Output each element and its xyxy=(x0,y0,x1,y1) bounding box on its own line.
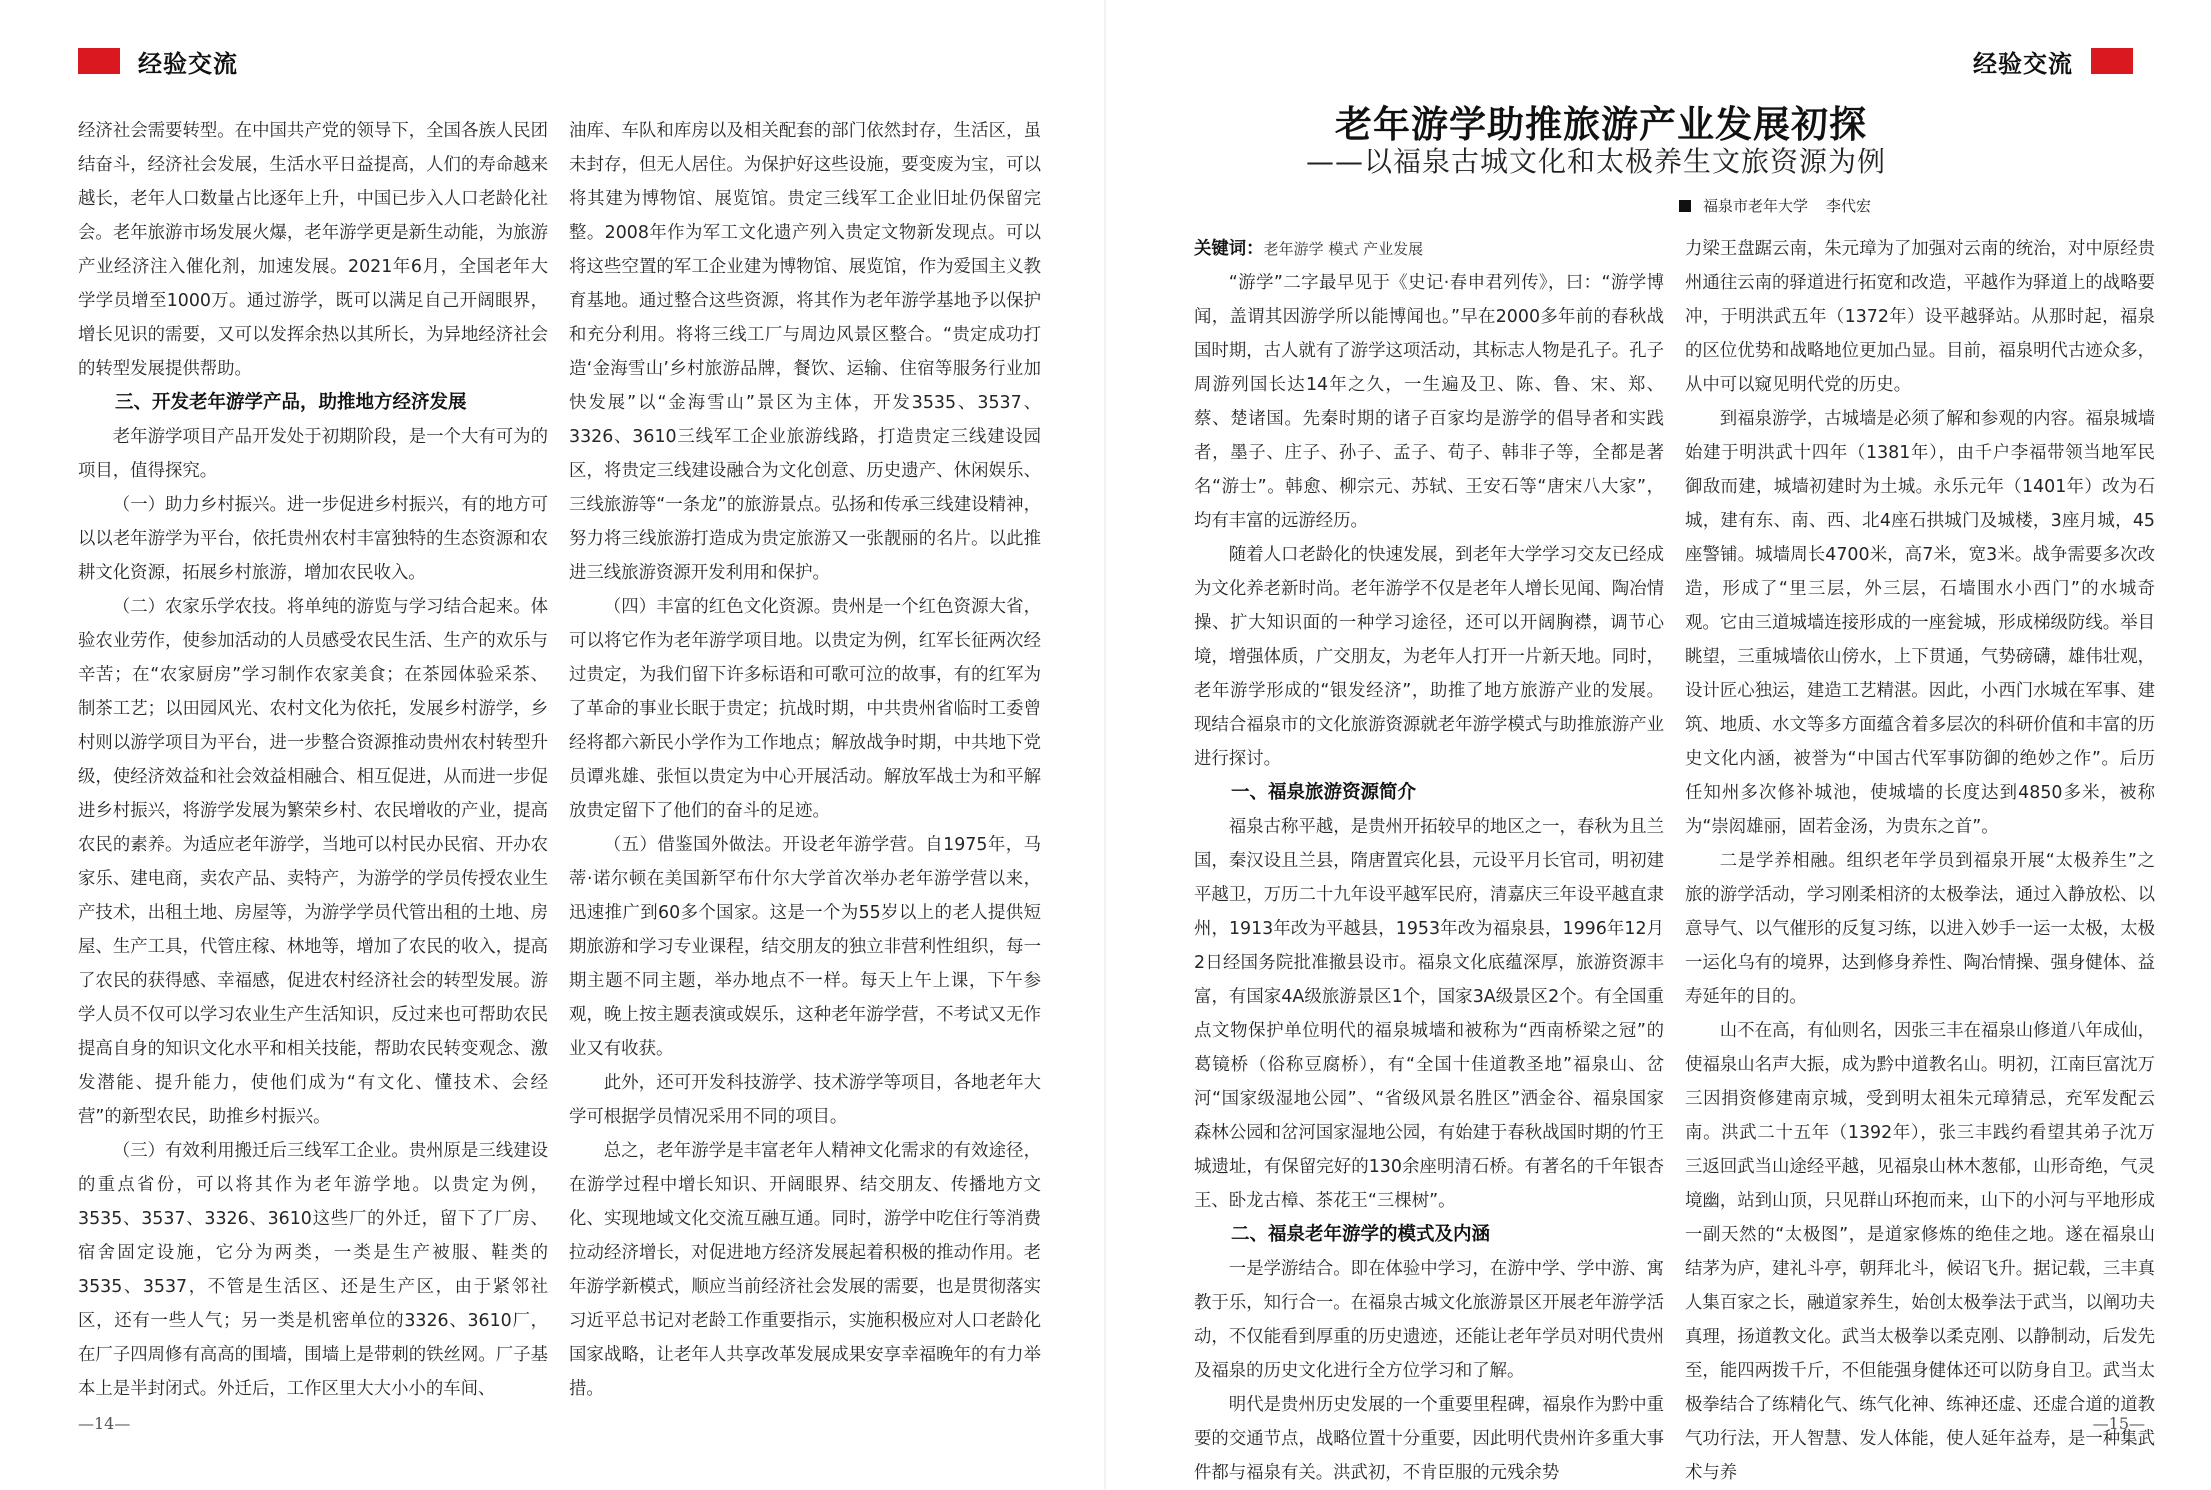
paragraph: 经济社会需要转型。在中国共产党的领导下，全国各族人民团结奋斗，经济社会发展，生活水平日益提高，人们的寿命越来越长，老年人口数量占比逐年上升，中国已步入人口老龄化社会。老年旅游市场发展火爆，老年游学更是新生动能，为旅游产业经济注入催化剂，加速发展。2021年6月，全国老年大学学员增至1000万。通过游学，既可以满足自己开阔眼界，增长见识的需要，又可以发挥余热以其所长，为异地经济社会的转型发展提供帮助。 xyxy=(78,121,548,379)
section-heading: 三、开发老年游学产品，助推地方经济发展 xyxy=(115,392,467,413)
text-column-4 xyxy=(1685,232,2155,1490)
paragraph: 老年游学项目产品开发处于初期阶段，是一个大有可为的项目，值得探究。 xyxy=(78,427,548,481)
paragraph: 一是学游结合。即在体验中学习，在游中学、学中游、寓教于乐，知行合一。在福泉古城文化旅游景区开展老年游学活动，不仅能看到厚重的历史遗迹，还能让老年学员对明代贵州及福泉的历史文化进行全方位学习和了解。 xyxy=(1194,1259,1664,1381)
section-heading: 二、福泉老年游学的模式及内涵 xyxy=(1231,1224,1491,1245)
right-page xyxy=(1106,0,2211,1489)
text-column-2 xyxy=(569,114,1041,1406)
square-bullet-icon xyxy=(1679,200,1691,212)
paragraph: “游学”二字最早见于《史记·春申君列传》，曰：“游学博闻，盖谓其因游学所以能博闻也。”早在2000多年前的春秋战国时期，古人就有了游学这项活动，其标志人物是孔子。孔子周游列国长达14年之久，一生遍及卫、陈、鲁、宋、郑、蔡、楚诸国。先秦时期的诸子百家均是游学的倡导者和实践者，墨子、庄子、孙子、孟子、荀子、韩非子等，全都是著名“游士”。韩愈、柳宗元、苏轼、王安石等“唐宋八大家”，均有丰富的远游经历。 xyxy=(1194,273,1664,531)
paragraph: 总之，老年游学是丰富老年人精神文化需求的有效途径，在游学过程中增长知识、开阔眼界、结交朋友、传播地方文化、实现地域文化交流互融互通。同时，游学中吃住行等消费拉动经济增长，对促进地方经济发展起着积极的推动作用。老年游学新模式，顺应当前经济社会发展的需要，也是贯彻落实习近平总书记对老龄工作重要指示，实施积极应对人口老龄化国家战略，让老年人共享改革发展成果安享幸福晚年的有力举措。 xyxy=(569,1141,1041,1399)
left-page xyxy=(0,0,1105,1489)
keywords-value: 老年游学 模式 产业发展 xyxy=(1263,240,1424,258)
section-heading: 一、福泉旅游资源简介 xyxy=(1231,782,1417,803)
paragraph: （三）有效利用搬迁后三线军工企业。贵州原是三线建设的重点省份，可以将其作为老年游学地。以贵定为例，3535、3537、3326、3610这些厂的外迁，留下了厂房、宿舍固定设施，它分为两类，一类是生产被服、鞋类的3535、3537，不管是生活区、还是生产区，由于紧邻社区，还有一些人气；另一类是机密单位的3326、3610厂，在厂子四周修有高高的围墙，围墙上是带刺的铁丝网。厂子基本上是半封闭式。外迁后，工作区里大大小小的车间、 xyxy=(78,1141,548,1399)
section-tag-left xyxy=(78,46,238,76)
paragraph: 随着人口老龄化的快速发展，到老年大学学习交友已经成为文化养老新时尚。老年游学不仅是老年人增长见闻、陶冶情操、扩大知识面的一种学习途径，还可以开阔胸襟，调节心境，增强体质，广交朋友，为老年人打开一片新天地。同时，老年游学形成的“银发经济”，助推了地方旅游产业的发展。现结合福泉市的文化旅游资源就老年游学模式与助推旅游产业进行探讨。 xyxy=(1194,545,1664,769)
page-number: —15— xyxy=(2092,1414,2145,1433)
paragraph: （二）农家乐学农技。将单纯的游览与学习结合起来。体验农业劳作，使参加活动的人员感受农民生活、生产的欢乐与辛苦；在“农家厨房”学习制作农家美食；在茶园体验采茶、制茶工艺；以田园风光、农村文化为依托，发展乡村游学，乡村则以游学项目为平台，进一步整合资源推动贵州农村转型升级，使经济效益和社会效益相融合、相互促进，从而进一步促进乡村振兴，将游学发展为繁荣乡村、农民增收的产业，提高农民的素养。为适应老年游学，当地可以村民办民宿、开办农家乐、建电商，卖农产品、卖特产，为游学的学员传授农业生产技术，出租土地、房屋等，为游学学员代管出租的土地、房屋、生产工具，代管庄稼、林地等，增加了农民的收入，提高了农民的获得感、幸福感，促进农村经济社会的转型发展。游学人员不仅可以学习农业生产生活知识，反过来也可帮助农民提高自身的知识文化水平和相关技能，帮助农民转变观念、激发潜能、提升能力，使他们成为“有文化、懂技术、会经营”的新型农民，助推乡村振兴。 xyxy=(78,597,548,1127)
paragraph: （四）丰富的红色文化资源。贵州是一个红色资源大省，可以将它作为老年游学项目地。以贵定为例，红军长征两次经过贵定，为我们留下许多标语和可歌可泣的故事，有的红军为了革命的事业长眠于贵定；抗战时期，中共贵州省临时工委曾经将都六新民小学作为工作地点；解放战争时期，中共地下党员谭兆雄、张恒以贵定为中心开展活动。解放军战士为和平解放贵定留下了他们的奋斗的足迹。 xyxy=(569,597,1041,821)
red-marker-bar xyxy=(78,48,120,74)
paragraph: （五）借鉴国外做法。开设老年游学营。自1975年，马蒂·诺尔顿在美国新罕布什尔大学首次举办老年游学营以来，迅速推广到60多个国家。这是一个为55岁以上的老人提供短期旅游和学习专业课程，结交朋友的独立非营利性组织，每一期主题不同主题，举办地点不一样。每天上午上课，下午参观，晚上按主题表演或娱乐，这种老年游学营，不考试又无作业又有收获。 xyxy=(569,835,1041,1059)
paragraph: 油库、车队和库房以及相关配套的部门依然封存，生活区，虽未封存，但无人居住。为保护好这些设施，要变废为宝，可以将其建为博物馆、展览馆。贵定三线军工企业旧址仍保留完整。2008年作为军工文化遗产列入贵定文物新发现点。可以将这些空置的军工企业建为博物馆、展览馆，作为爱国主义教育基地。通过整合这些资源，将其作为老年游学基地予以保护和充分利用。将将三线工厂与周边风景区整合。“贵定成功打造‘金海雪山’乡村旅游品牌，餐饮、运输、住宿等服务行业加快发展”以“金海雪山”景区为主体，开发3535、3537、3326、3610三线军工企业旅游线路，打造贵定三线建设园区，将贵定三线建设融合为文化创意、历史遗产、休闲娱乐、三线旅游等“一条龙”的旅游景点。弘扬和传承三线建设精神，努力将三线旅游打造成为贵定旅游又一张靓丽的名片。以此推进三线旅游资源开发利用和保护。 xyxy=(569,121,1041,583)
paragraph: 明代是贵州历史发展的一个重要里程碑，福泉作为黔中重要的交通节点，战略位置十分重要，因此明代贵州许多重大事件都与福泉有关。洪武初，不肯臣服的元残余势 xyxy=(1194,1395,1664,1483)
paragraph: 福泉古称平越，是贵州开拓较早的地区之一，春秋为且兰国，秦汉设且兰县，隋唐置宾化县，元设平月长官司，明初建平越卫，万历二十九年设平越军民府，清嘉庆三年设平越直隶州，1913年改为平越县，1953年改为福泉县，1996年12月2日经国务院批准撤县设市。福泉文化底蕴深厚，旅游资源丰富，有国家4A级旅游景区1个，国家3A级景区2个。有全国重点文物保护单位明代的福泉城墙和被称为“西南桥梁之冠”的葛镜桥（俗称豆腐桥），有“全国十佳道教圣地”福泉山、岔河“国家级湿地公园”、“省级风景名胜区”洒金谷、福泉国家森林公园和岔河国家湿地公园，有始建于春秋战国时期的竹王城遗址，有保留完好的130余座明清石桥。有著名的千年银杏王、卧龙古樟、茶花王“三棵树”。 xyxy=(1194,817,1664,1211)
article-subtitle: ——以福泉古城文化和太极养生文旅资源为例 xyxy=(1305,145,1886,178)
section-tag-label: 经验交流 xyxy=(138,49,238,78)
text-column-1 xyxy=(78,114,548,1406)
page-number: —14— xyxy=(78,1414,131,1433)
keywords-label: 关键词： xyxy=(1194,239,1264,259)
paragraph: 到福泉游学，古城墙是必须了解和参观的内容。福泉城墙始建于明洪武十四年（1381年），由千户李福带领当地军民御敌而建，城墙初建时为土城。永乐元年（1401年）改为石城，建有东、南、西、北4座石拱城门及城楼，3座月城，45座警铺。城墙周长4700米，高7米，宽3米。战争需要多次改造，形成了“里三层，外三层，石墙围水小西门”的水城奇观。它由三道城墙连接形成的一座瓮城，形成梯级防线。举目眺望，三重城墙依山傍水，上下贯通，气势磅礴，雄伟壮观，设计匠心独运，建造工艺精湛。因此，小西门水城在军事、建筑、地质、水文等多方面蕴含着多层次的科研价值和丰富的历史文化内涵，被誉为“中国古代军事防御的绝妙之作”。后历任知州多次修补城池，使城墙的长度达到4850多米，被称为“崇闳雄丽，固若金汤，为贵东之首”。 xyxy=(1685,409,2155,837)
author-organization: 福泉市老年大学 xyxy=(1702,197,1808,215)
paragraph: 力梁王盘踞云南，朱元璋为了加强对云南的统治，对中原经贵州通往云南的驿道进行拓宽和改造，平越作为驿道上的战略要冲，于明洪武五年（1372年）设平越驿站。从那时起，福泉的区位优势和战略地位更加凸显。目前，福泉明代古迹众多，从中可以窥见明代党的历史。 xyxy=(1685,239,2155,395)
paragraph: 此外，还可开发科技游学、技术游学等项目，各地老年大学可根据学员情况采用不同的项目。 xyxy=(569,1073,1041,1127)
red-marker-bar xyxy=(2091,48,2133,74)
section-tag-right xyxy=(1973,46,2133,76)
article-title: 老年游学助推旅游产业发展初探 xyxy=(1335,103,1867,146)
paragraph: （一）助力乡村振兴。进一步促进乡村振兴，有的地方可以以老年游学为平台，依托贵州农村丰富独特的生态资源和农耕文化资源，拓展乡村旅游，增加农民收入。 xyxy=(78,495,548,583)
keywords-line xyxy=(1194,232,1664,266)
author-name: 李代宏 xyxy=(1825,197,1871,215)
section-tag-label: 经验交流 xyxy=(1973,49,2073,78)
text-column-3 xyxy=(1194,232,1664,1490)
paragraph: 二是学养相融。组织老年学员到福泉开展“太极养生”之旅的游学活动，学习刚柔相济的太极拳法，通过入静放松、以意导气、以气催形的反复习练，以进入妙手一运一太极，太极一运化乌有的境界，达到修身养性、陶冶情操、强身健体、益寿延年的目的。 xyxy=(1685,851,2155,1007)
paragraph: 山不在高，有仙则名，因张三丰在福泉山修道八年成仙，使福泉山名声大振，成为黔中道教名山。明初，江南巨富沈万三因捐资修建南京城，受到明太祖朱元璋猜忌，充军发配云南。洪武二十五年（1392年），张三丰践约看望其弟子沈万三返回武当山途经平越，见福泉山林木葱郁，山形奇绝，气灵境幽，站到山顶，只见群山环抱而来，山下的小河与平地形成一副天然的“太极图”，是道家修炼的绝佳之地。遂在福泉山结茅为庐，建礼斗亭，朝拜北斗，候诏飞升。据记载，三丰真人集百家之长，融道家养生，始创太极拳法于武当，以阐功夫真理，扬道教文化。武当太极拳以柔克刚、以静制动，后发先至，能四两拨千斤，不但能强身健体还可以防身自卫。武当太极拳结合了练精化气、练气化神、练神还虚、还虚合道的道教气功行法，开人智慧、发人体能，使人延年益寿，是一种集武术与养 xyxy=(1685,1021,2155,1483)
byline xyxy=(1679,195,1871,216)
